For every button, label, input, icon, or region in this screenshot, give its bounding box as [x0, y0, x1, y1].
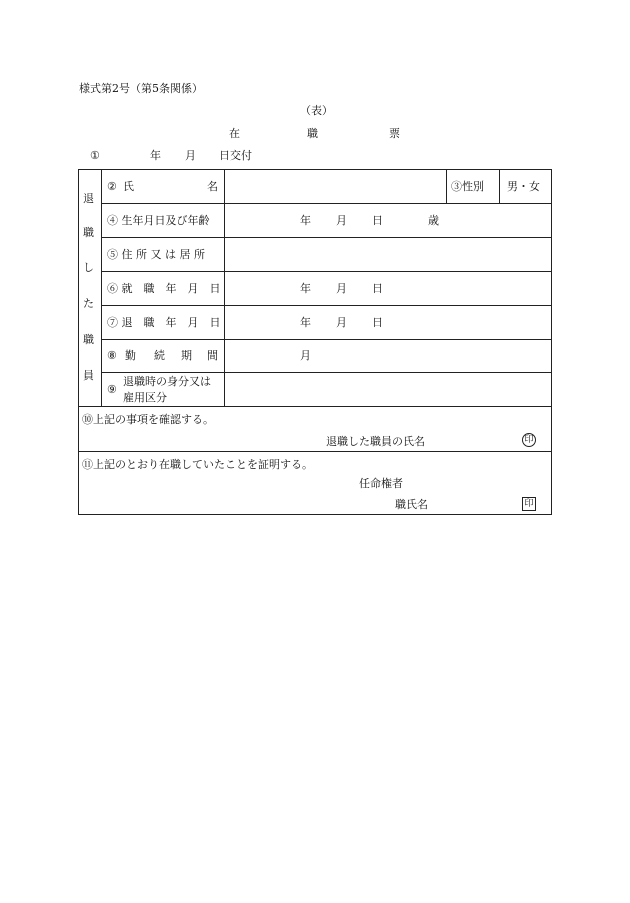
side-char-6: 員 [83, 369, 94, 382]
confirm-seal-mark: 印 [522, 433, 536, 447]
hire-day: 日 [372, 282, 383, 295]
status-number: ⑨ [107, 383, 117, 396]
retire-day: 日 [372, 316, 383, 329]
certify-sign-label: 職氏名 [395, 498, 428, 511]
confirm-text: ⑩上記の事項を確認する。 [82, 413, 214, 426]
row-divider [101, 237, 552, 238]
side-char-1: 退 [83, 192, 94, 205]
title-char-1: 在 [229, 127, 240, 140]
column-divider [446, 169, 447, 203]
side-label: （表） [300, 104, 333, 117]
service-char-2: 続 [154, 349, 165, 362]
row-divider [101, 305, 552, 306]
service-char-3: 期 [181, 349, 192, 362]
retire-month: 月 [336, 316, 347, 329]
birth-label: ④ 生年月日及び年齢 [107, 214, 210, 227]
issue-day: 日交付 [219, 149, 252, 162]
birth-age: 歳 [428, 214, 439, 227]
birth-year: 年 [300, 214, 311, 227]
service-char-4: 間 [207, 349, 218, 362]
column-divider [101, 169, 102, 406]
confirm-sign-label: 退職した職員の氏名 [326, 435, 425, 448]
side-char-2: 職 [83, 226, 94, 239]
service-month: 月 [300, 349, 311, 362]
sex-label: ③性別 [451, 180, 484, 193]
name-label-a: 氏 [123, 180, 134, 193]
section-divider [78, 406, 552, 407]
side-char-5: 職 [83, 333, 94, 346]
form-id: 様式第2号（第5条関係） [79, 82, 203, 95]
birth-day: 日 [372, 214, 383, 227]
certify-authority: 任命権者 [359, 477, 403, 490]
issue-month: 月 [185, 149, 196, 162]
issue-number: ① [90, 149, 100, 162]
status-label-line2: 雇用区分 [123, 391, 167, 404]
sex-options: 男・女 [507, 180, 540, 193]
column-divider [224, 169, 225, 406]
side-char-3: し [83, 261, 94, 274]
title-char-3: 票 [389, 127, 400, 140]
column-divider [499, 169, 500, 203]
retire-date-label: ⑦ 退 職 年 月 日 [107, 316, 221, 329]
service-char-1: 勤 [125, 349, 136, 362]
row-divider [101, 339, 552, 340]
row-divider [101, 372, 552, 373]
service-number: ⑧ [107, 349, 117, 362]
name-number: ② [107, 180, 117, 193]
name-label-b: 名 [207, 180, 218, 193]
address-label: ⑤ 住 所 又 は 居 所 [107, 248, 205, 261]
row-divider [101, 271, 552, 272]
side-char-4: た [83, 297, 94, 310]
title-char-2: 職 [307, 127, 318, 140]
status-label-line1: 退職時の身分又は [123, 375, 211, 388]
issue-year: 年 [150, 149, 161, 162]
hire-date-label: ⑥ 就 職 年 月 日 [107, 282, 221, 295]
certify-text: ⑪上記のとおり在職していたことを証明する。 [82, 458, 313, 471]
retire-year: 年 [300, 316, 311, 329]
certify-seal-mark: 印 [522, 497, 536, 511]
hire-month: 月 [336, 282, 347, 295]
hire-year: 年 [300, 282, 311, 295]
section-divider [78, 451, 552, 452]
row-divider [101, 203, 552, 204]
birth-month: 月 [336, 214, 347, 227]
